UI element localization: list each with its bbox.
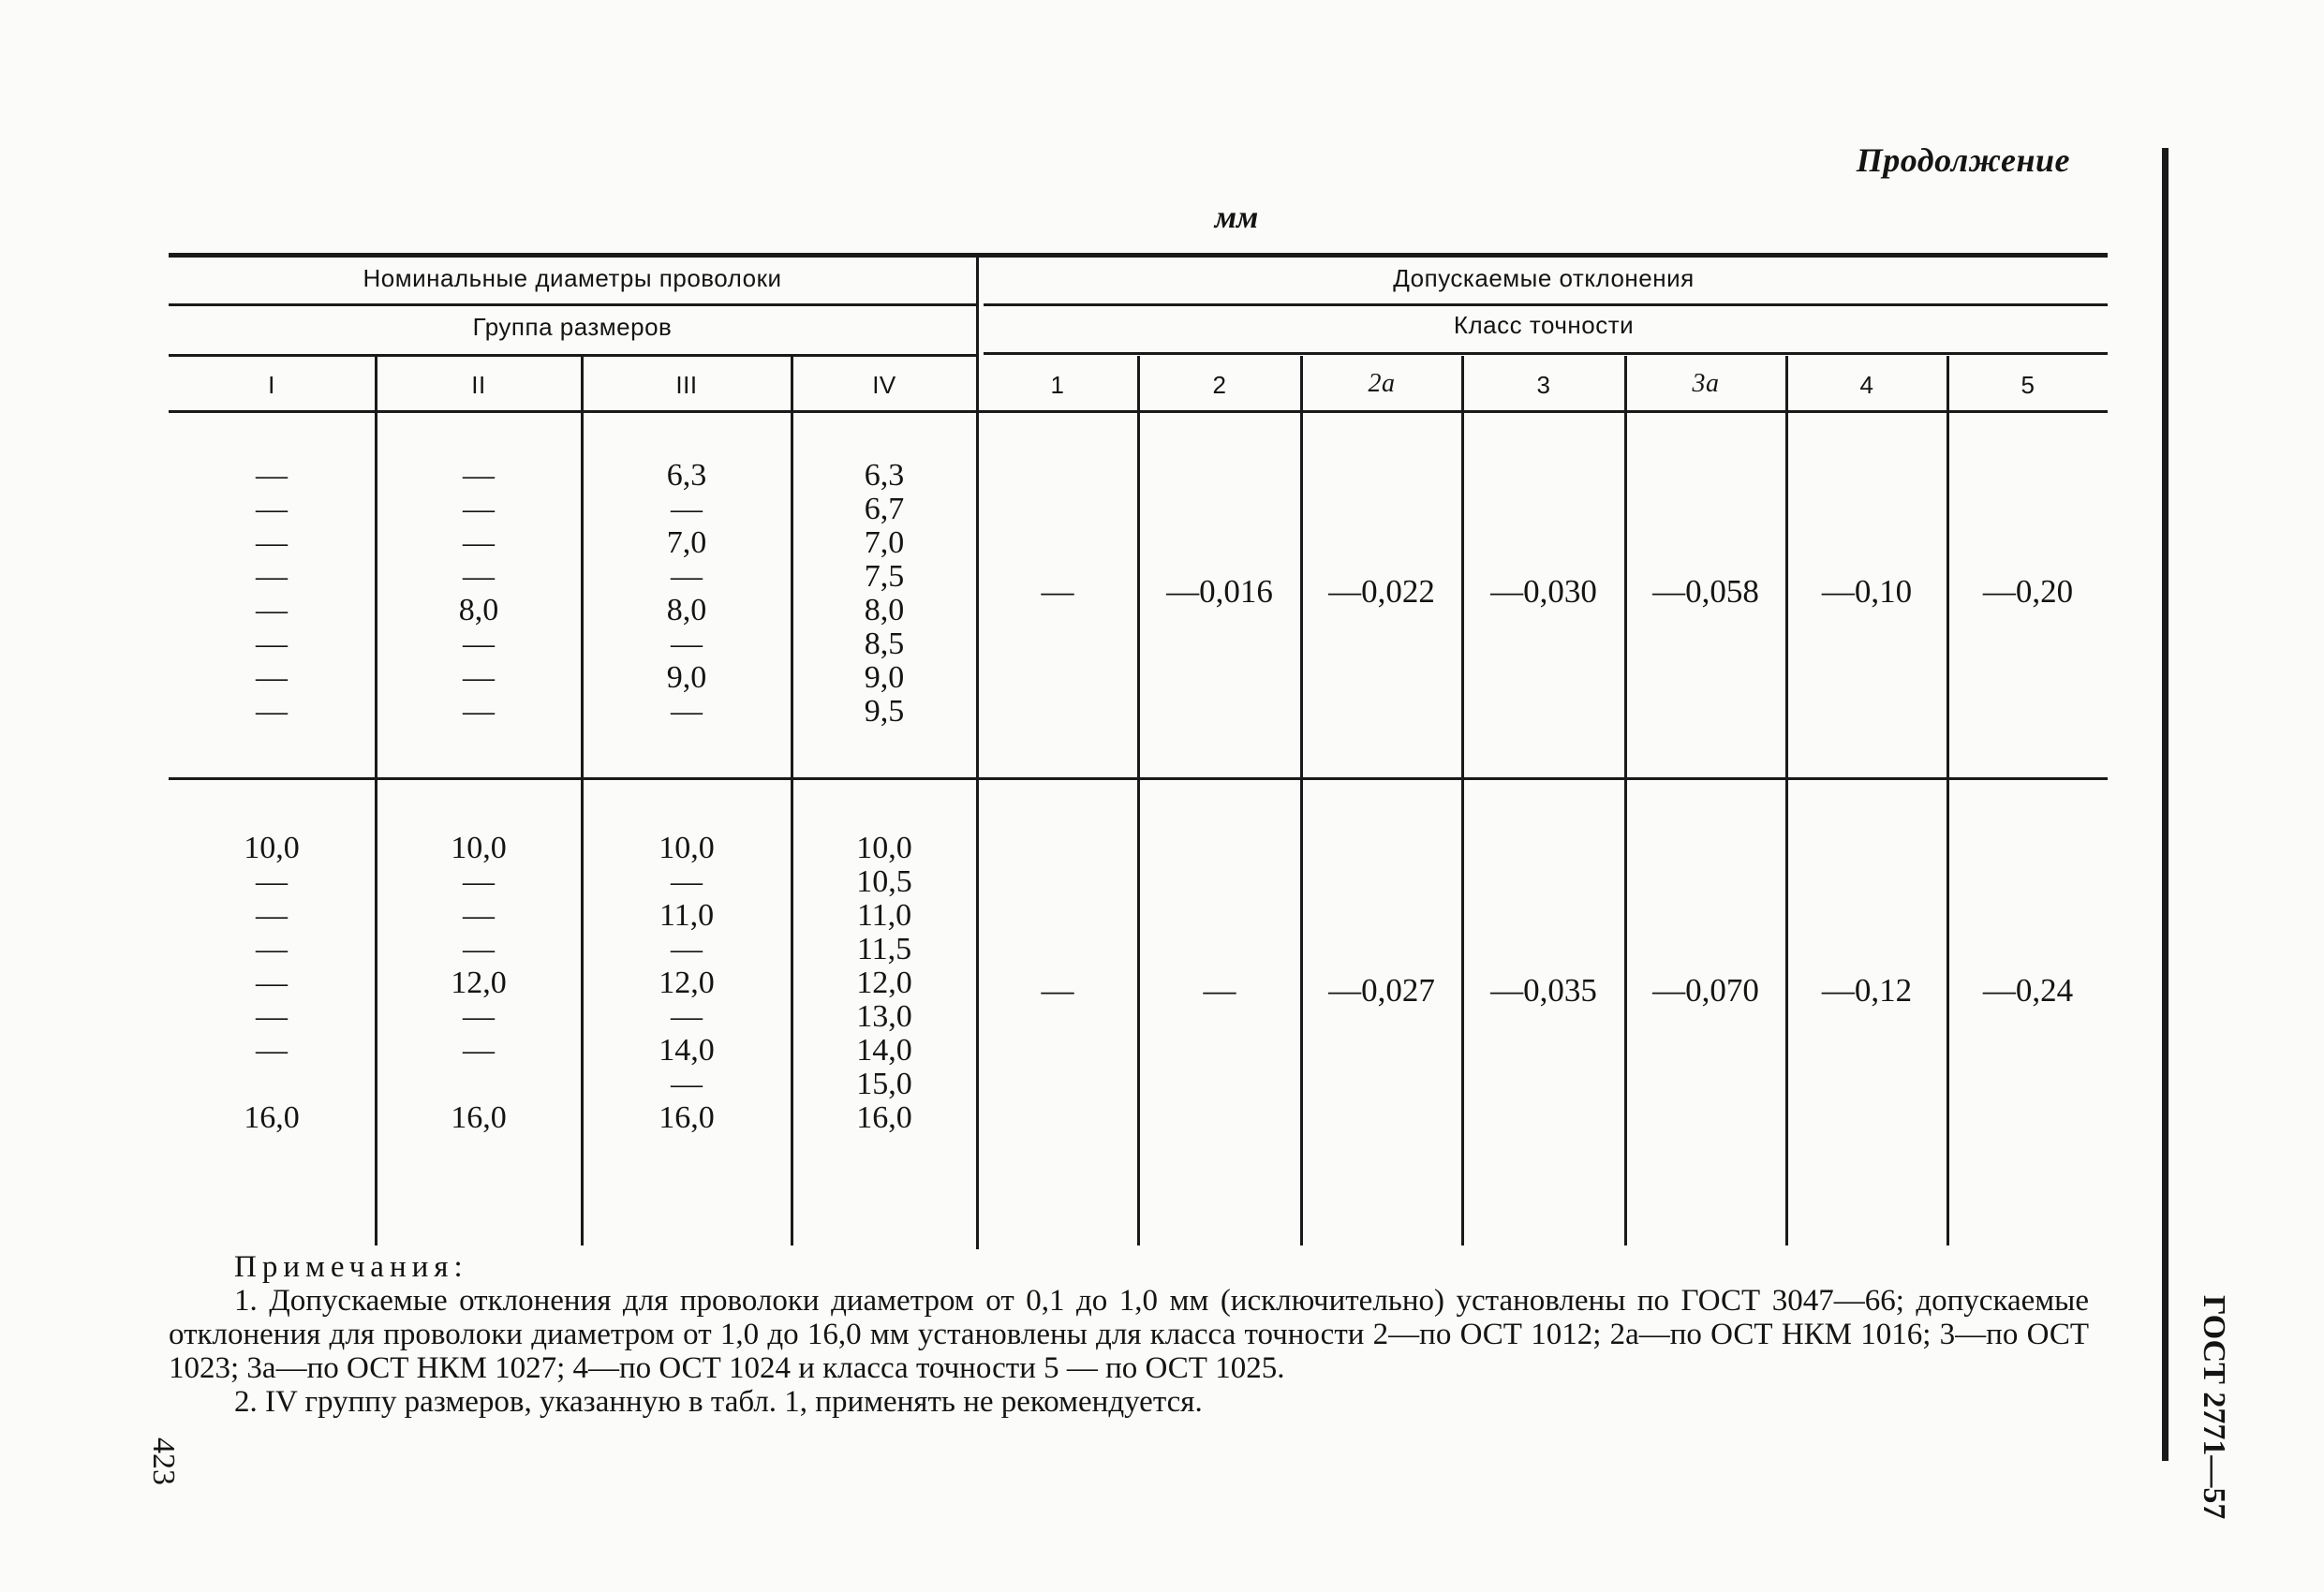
class-head-3a: 3a — [1692, 369, 1720, 398]
rule-right-sub — [984, 352, 2108, 355]
table-cell-value: — — [671, 492, 703, 526]
header-accuracy-class: Класс точности — [1453, 311, 1635, 339]
table-cell-value: 8,0 — [666, 593, 707, 627]
vline-class-6 — [1947, 356, 1949, 1246]
table-cell-value: — — [256, 559, 288, 594]
table-cell-value: — — [463, 999, 495, 1034]
table-cell-value: — — [463, 492, 495, 526]
rule-left-sub — [169, 354, 976, 357]
table-cell-value: 12,0 — [659, 966, 715, 1000]
table-cell-value: — — [256, 932, 288, 966]
table-cell-value: — — [256, 593, 288, 627]
table-cell-value: 15,0 — [856, 1067, 912, 1101]
col-head-IV: IV — [872, 371, 896, 399]
table-cell-value: — — [463, 694, 495, 729]
vline-class-2 — [1300, 356, 1303, 1246]
block2-dev-3: —0,035 — [1490, 972, 1597, 1009]
table-top-rule — [169, 253, 2108, 258]
table-cell-value: 10,0 — [856, 831, 912, 865]
table-cell-value: 10,0 — [451, 831, 507, 865]
table-cell-value: 13,0 — [856, 999, 912, 1034]
block1-dev-2: —0,016 — [1166, 573, 1273, 610]
table-cell-value: — — [256, 626, 288, 661]
continued-label: Продолжение — [1856, 141, 2070, 179]
table-cell-value: 9,0 — [666, 660, 707, 695]
table-cell-value: — — [256, 458, 288, 493]
vline-class-5 — [1785, 356, 1788, 1246]
block2-col-III — [583, 832, 791, 1135]
class-head-2a: 2a — [1368, 369, 1396, 398]
block1-col-IV — [792, 459, 976, 729]
table-cell-value: 10,5 — [856, 864, 912, 899]
col-head-II: II — [471, 371, 486, 399]
table-cell-value: — — [256, 966, 288, 1000]
header-nominal-diameters: Номинальные диаметры проволоки — [363, 264, 782, 292]
table-cell-value: — — [256, 525, 288, 560]
table-cell-value: 6,7 — [864, 492, 905, 526]
table-cell-value: — — [463, 864, 495, 899]
table-cell-value: 14,0 — [659, 1033, 715, 1068]
vline-class-4 — [1624, 356, 1627, 1246]
table-cell-value: 8,0 — [458, 593, 499, 627]
block1-dev-1: — — [1041, 573, 1074, 610]
table-cell-value: — — [463, 932, 495, 966]
block1-dev-5: —0,20 — [1982, 573, 2074, 610]
table-cell-value: — — [671, 1067, 703, 1101]
table-cell-value: 7,0 — [666, 525, 707, 560]
vline-class-1 — [1137, 356, 1140, 1246]
tolerance-table — [169, 251, 2108, 1244]
block1-dev-4: —0,10 — [1821, 573, 1913, 610]
table-cell-value: 7,5 — [864, 559, 905, 594]
block1-col-II — [377, 459, 581, 729]
block1-dev-2a: —0,022 — [1328, 573, 1435, 610]
table-cell-value: — — [463, 660, 495, 695]
table-cell-value: — — [256, 864, 288, 899]
table-cell-value: 11,5 — [856, 932, 912, 966]
block2-dev-2: — — [1203, 972, 1236, 1009]
block1-col-III — [583, 459, 791, 729]
table-cell-value: 10,0 — [659, 831, 715, 865]
block2-dev-5: —0,24 — [1982, 972, 2074, 1009]
note-2: 2. IV группу размеров, указанную в табл. 1, применять не рекомендуется. — [234, 1385, 1203, 1419]
table-cell-value: 8,0 — [864, 593, 905, 627]
col-head-I: I — [268, 371, 275, 399]
table-cell-value: — — [463, 559, 495, 594]
page-number: 423 — [146, 1437, 181, 1485]
table-cell-value: 7,0 — [864, 525, 905, 560]
block2-dev-3a: —0,070 — [1652, 972, 1759, 1009]
rule-left-group — [169, 303, 976, 306]
table-cell-value: — — [671, 864, 703, 899]
notes-title: Примечания: — [234, 1250, 468, 1284]
block2-col-II — [377, 832, 581, 1135]
block2-col-IV — [792, 832, 976, 1135]
block2-dev-1: — — [1041, 972, 1074, 1009]
table-cell-value: 12,0 — [856, 966, 912, 1000]
block1-dev-3: —0,030 — [1490, 573, 1597, 610]
block2-dev-4: —0,12 — [1821, 972, 1913, 1009]
unit-label: мм — [1214, 200, 1259, 235]
table-cell-value: 16,0 — [659, 1100, 715, 1135]
vline-class-3 — [1461, 356, 1464, 1246]
class-head-1: 1 — [1050, 371, 1065, 399]
table-cell-value: — — [256, 694, 288, 729]
side-standard-label: ГОСТ 2771—57 — [2197, 1295, 2231, 1520]
rule-right-group — [984, 303, 2108, 306]
table-cell-value: — — [671, 694, 703, 729]
class-head-3: 3 — [1536, 371, 1551, 399]
table-cell-value: — — [671, 999, 703, 1034]
col-head-III: III — [675, 371, 698, 399]
vline-main — [976, 257, 979, 1249]
table-cell-value: 14,0 — [856, 1033, 912, 1068]
table-cell-value: — — [463, 458, 495, 493]
block2-col-I — [169, 832, 375, 1135]
table-cell-value: 9,0 — [864, 660, 905, 695]
block1-dev-3a: —0,058 — [1652, 573, 1759, 610]
block1-col-I — [169, 459, 375, 729]
table-cell-value: — — [671, 932, 703, 966]
table-cell-value: — — [463, 626, 495, 661]
table-cell-value: 16,0 — [856, 1100, 912, 1135]
table-cell-value: — — [463, 525, 495, 560]
table-cell-value: — — [256, 999, 288, 1034]
table-cell-value: 6,3 — [666, 458, 707, 493]
table-cell-value: 16,0 — [451, 1100, 507, 1135]
side-vertical-rule — [2162, 148, 2169, 1461]
table-cell-value: — — [256, 898, 288, 933]
table-cell-value: — — [671, 626, 703, 661]
table-cell-value: — — [463, 898, 495, 933]
table-cell-value: 16,0 — [244, 1100, 300, 1135]
table-cell-value: 9,5 — [864, 694, 905, 729]
block2-dev-2a: —0,027 — [1328, 972, 1435, 1009]
table-cell-value: — — [671, 559, 703, 594]
header-size-group: Группа размеров — [472, 313, 673, 341]
note-1: 1. Допускаемые отклонения для проволоки диаметром от 0,1 до 1,0 мм (исключительно) установлены по ГОСТ 3047—66; допускаемые отклонения для проволоки диаметром от 1,0 до 16,0 мм установлены для класса точности 2—по ОСТ 1012; 2а—по ОСТ НКМ 1016; 3—по ОСТ 1023; 3а—по ОСТ НКМ 1027; 4—по ОСТ 1024 и класса точности 5 — по ОСТ 1025. — [169, 1284, 2089, 1385]
table-cell-value: — — [463, 1033, 495, 1068]
table-cell-value: 12,0 — [451, 966, 507, 1000]
table-cell-value: — — [256, 1033, 288, 1068]
table-cell-value: — — [256, 492, 288, 526]
table-cell-value: 6,3 — [864, 458, 905, 493]
notes-section — [169, 1250, 2089, 1419]
table-cell-value: 11,0 — [856, 898, 912, 933]
header-tolerances: Допускаемые отклонения — [1393, 264, 1695, 292]
table-cell-value: 11,0 — [659, 898, 715, 933]
table-cell-value: 8,5 — [864, 626, 905, 661]
class-head-5: 5 — [2021, 371, 2035, 399]
class-head-2: 2 — [1212, 371, 1227, 399]
class-head-4: 4 — [1859, 371, 1874, 399]
table-cell-value: 10,0 — [244, 831, 300, 865]
table-cell-value: — — [256, 660, 288, 695]
